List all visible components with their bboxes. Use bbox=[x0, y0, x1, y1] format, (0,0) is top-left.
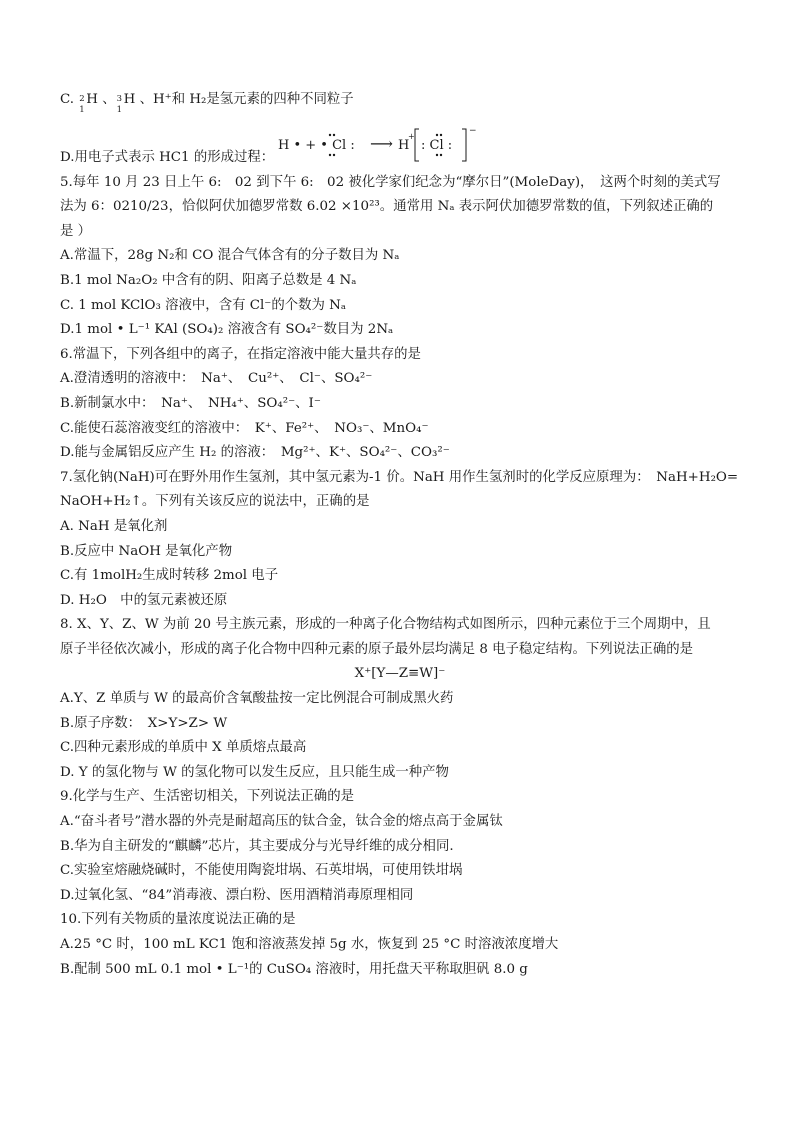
bracket-left bbox=[415, 129, 419, 161]
electron-dot bbox=[436, 133, 438, 135]
electron-formula-diagram bbox=[278, 125, 538, 165]
q9-stem: 9.化学与生产、生活密切相关，下列说法正确的是 bbox=[60, 789, 354, 805]
electron-dot bbox=[333, 133, 335, 135]
isotope-tritium bbox=[116, 91, 124, 115]
separator: 、 bbox=[97, 92, 116, 107]
q5-stem-line-3: 是 ） bbox=[60, 223, 92, 239]
q9-option-a: A.“奋斗者号”潜水器的外壳是耐超高压的钛合金，钛合金的熔点高于金属钛 bbox=[60, 814, 503, 830]
q10-option-b: B.配制 500 mL 0.1 mol • L⁻¹的 CuSO₄ 溶液时，用托盘天平称取胆矾 8.0 g bbox=[60, 961, 528, 977]
isotope-symbol: H bbox=[86, 92, 98, 107]
eq-h-charge: + bbox=[408, 131, 415, 141]
exam-page bbox=[60, 88, 740, 982]
reaction-arrow: ⟶ bbox=[370, 133, 393, 153]
isotope-symbol: H bbox=[123, 92, 136, 107]
isotope-atomic-number: 1 bbox=[79, 105, 85, 115]
electron-dot bbox=[329, 153, 331, 155]
electron-dot bbox=[440, 153, 442, 155]
option-c-prefix: C. bbox=[60, 92, 79, 107]
q6-option-d: D.能与金属铝反应产生 H₂ 的溶液： Mg²⁺、K⁺、SO₄²⁻、CO₃²⁻ bbox=[60, 445, 450, 461]
eq-h: H bbox=[398, 137, 410, 153]
q9-option-c: C.实验室熔融烧碱时，不能使用陶瓷坩埚、石英坩埚，可使用铁坩埚 bbox=[60, 863, 463, 879]
option-d-label: D.用电子式表示 HC1 的形成过程： bbox=[60, 150, 275, 165]
electron-dot bbox=[436, 153, 438, 155]
isotope-mass: 3 bbox=[116, 94, 123, 104]
isotope-atomic-number: 1 bbox=[116, 105, 123, 115]
prev-option-d bbox=[60, 127, 740, 171]
prev-option-c bbox=[60, 88, 740, 113]
electron-dot bbox=[440, 133, 442, 135]
q10-stem: 10.下列有关物质的量浓度说法正确的是 bbox=[60, 912, 296, 928]
q7-option-c: C.有 1molH₂生成时转移 2mol 电子 bbox=[60, 568, 279, 584]
q7-stem-line-2: NaOH+H₂↑。下列有关该反应的说法中，正确的是 bbox=[60, 494, 370, 510]
q5-option-a: A.常温下，28g N₂和 CO 混合气体含有的分子数目为 Nₐ bbox=[60, 248, 400, 264]
q7-option-d: D. H₂O 中的氢元素被还原 bbox=[60, 592, 228, 608]
q9-option-d: D.过氧化氢、“84”消毒液、漂白粉、医用酒精消毒原理相同 bbox=[60, 887, 414, 903]
electron-dot bbox=[333, 153, 335, 155]
eq-cl: : Cl : bbox=[421, 137, 453, 153]
q7-stem-line-1: 7.氢化钠(NaH)可在野外用作生氢剂，其中氢元素为-1 价。NaH 用作生氢剂时的化学反应原理为： NaH+H₂O= bbox=[60, 469, 739, 485]
bracket-right bbox=[462, 129, 466, 161]
q6-option-b: B.新制氯水中： Na⁺、 NH₄⁺、SO₄²⁻、I⁻ bbox=[60, 395, 321, 411]
q8-stem-line-2: 原子半径依次减小，形成的离子化合物中四种元素的原子最外层均满足 8 电子稳定结构。下列说法正确的是 bbox=[60, 641, 693, 657]
q6-stem: 6.常温下，下列各组中的离子，在指定溶液中能大量共存的是 bbox=[60, 346, 421, 362]
q9-option-b: B.华为自主研发的“麒麟”芯片，其主要成分与光导纤维的成分相同. bbox=[60, 838, 454, 854]
q8-option-b: B.原子序数： X>Y>Z> W bbox=[60, 715, 228, 731]
q10-option-a: A.25 °C 时，100 mL KC1 饱和溶液蒸发掉 5g 水，恢复到 25 °C 时溶液浓度增大 bbox=[60, 937, 559, 952]
eq-cl-charge: − bbox=[469, 125, 477, 136]
electron-formula-svg bbox=[278, 125, 538, 165]
q8-option-c: C.四种元素形成的单质中 X 单质熔点最高 bbox=[60, 740, 307, 756]
isotope-deuterium bbox=[78, 91, 86, 115]
q5-option-b: B.1 mol Na₂O₂ 中含有的阴、阳离子总数是 4 Nₐ bbox=[60, 272, 357, 288]
q6-option-a: A.澄清透明的溶液中： Na⁺、 Cu²⁺、 Cl⁻、SO₄²⁻ bbox=[60, 371, 373, 387]
q6-option-c: C.能使石蕊溶液变红的溶液中： K⁺、Fe²⁺、 NO₃⁻、MnO₄⁻ bbox=[60, 420, 429, 436]
q7-option-a: A. NaH 是氧化剂 bbox=[60, 518, 168, 534]
q5-option-c: C. 1 mol KClO₃ 溶液中，含有 Cl⁻的个数为 Nₐ bbox=[60, 297, 347, 313]
option-c-rest: 、H⁺和 H₂是氢元素的四种不同粒子 bbox=[135, 92, 354, 107]
q7-option-b: B.反应中 NaOH 是氧化产物 bbox=[60, 543, 233, 559]
eq-left-text: H • + • Cl : bbox=[278, 137, 355, 153]
q5-option-d: D.1 mol • L⁻¹ KAl (SO₄)₂ 溶液含有 SO₄²⁻数目为 2Nₐ bbox=[60, 322, 394, 338]
q5-stem-line-1: 5.每年 10 月 23 日上午 6: 02 到下午 6: 02 被化学家们纪念为“摩尔日”(MoleDay)， 这两个时刻的美式写 bbox=[60, 174, 721, 190]
q8-structure-formula: X⁺[Y—Z≡W]⁻ bbox=[354, 666, 446, 682]
q5-stem-line-2: 法为 6：0210/23，恰似阿伏加德罗常数 6.02 ×10²³。通常用 Nₐ 表示阿伏加德罗常数的值，下列叙述正确的 bbox=[60, 199, 714, 215]
isotope-mass: 2 bbox=[79, 94, 85, 104]
q8-option-d: D. Y 的氢化物与 W 的氢化物可以发生反应，且只能生成一种产物 bbox=[60, 764, 449, 780]
q8-stem-line-1: 8. X、Y、Z、W 为前 20 号主族元素，形成的一种离子化合物结构式如图所示，四种元素位于三个周期中，且 bbox=[60, 617, 711, 633]
electron-dot bbox=[329, 133, 331, 135]
q8-option-a: A.Y、Z 单质与 W 的最高价含氧酸盐按一定比例混合可制成黑火药 bbox=[60, 691, 454, 707]
